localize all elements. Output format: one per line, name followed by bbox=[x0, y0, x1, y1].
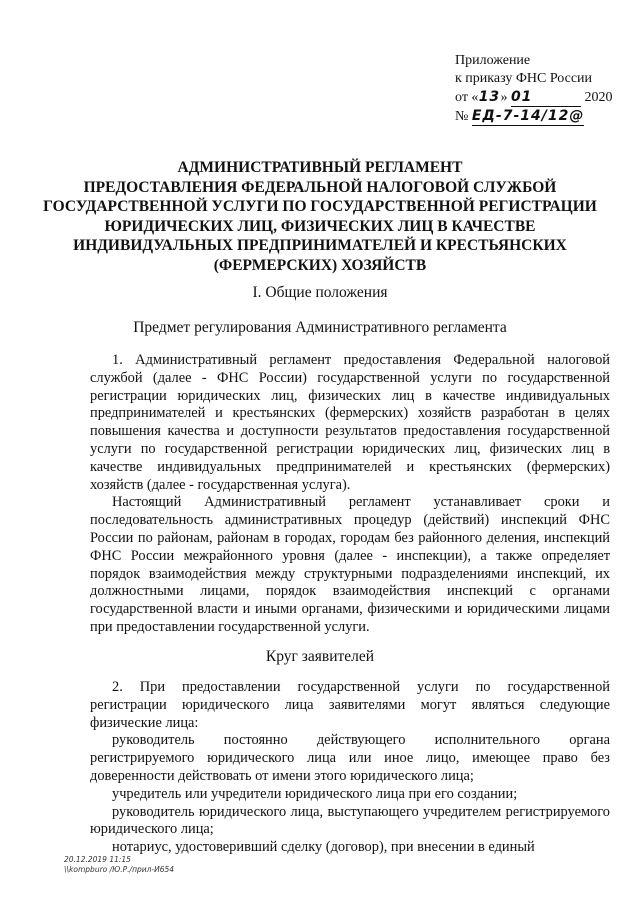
footer-file-path: \\kompburo /Ю.Р./прил-И654 bbox=[64, 865, 175, 874]
section-body-general bbox=[90, 352, 610, 637]
paragraph: Настоящий Административный регламент устанавливает сроки и последовательность административных процедур (действий) инспекций ФНС России по районам, районам в городах, городам без районного деления, инспекций ФНС России межрайонного уровня (далее - инспекции), а также определяет порядок взаимодействия между структурными подразделениями инспекций, их должностными лицами, порядок взаимодействия инспекций с органами государственной власти и иными органами, физическими и юридическими лицами при предоставлении государственной услуги. bbox=[90, 494, 610, 635]
annex-month-handwritten: 01 bbox=[511, 88, 581, 107]
paragraph: учредитель или учредители юридического лица при его создании; bbox=[112, 785, 518, 802]
section-heading-general: I. Общие положения bbox=[252, 284, 388, 301]
annex-number-prefix: № bbox=[455, 109, 469, 124]
paragraph: руководитель юридического лица, выступающего учредителем регистрируемого юридического лица; bbox=[90, 803, 610, 838]
paragraph: руководитель постоянно действующего исполнительного органа регистрируемого юридического лица или иное лицо, имеющее право без доверенности действовать от имени этого юридического лица; bbox=[90, 732, 610, 784]
annex-number-handwritten: ЕД-7-14/12@ bbox=[471, 108, 585, 124]
document-title bbox=[40, 158, 600, 275]
annex-date-prefix: от « bbox=[455, 90, 479, 105]
section-heading-applicants: Круг заявителей bbox=[265, 648, 375, 665]
annex-order-ref: к приказу ФНС России bbox=[455, 71, 593, 86]
title-line-3: ГОСУДАРСТВЕННОЙ УСЛУГИ ПО ГОСУДАРСТВЕННОЙ РЕГИСТРАЦИИ bbox=[43, 198, 597, 215]
annex-quote-close: » bbox=[500, 90, 508, 105]
paragraph: нотариус, удостоверивший сделку (договор), при внесении в единый bbox=[112, 839, 535, 856]
annex-number-line bbox=[455, 107, 630, 126]
annex-year: 2020 bbox=[584, 90, 613, 105]
annex-date-line bbox=[455, 88, 630, 107]
section-body-applicants bbox=[90, 679, 610, 857]
subheading-regulation-subject: Предмет регулирования Административного регламента bbox=[133, 319, 507, 336]
title-line-5: ИНДИВИДУАЛЬНЫХ ПРЕДПРИНИМАТЕЛЕЙ И КРЕСТЬЯНСКИХ bbox=[73, 237, 567, 254]
paragraph: 2. При предоставлении государственной услуги по государственной регистрации юридического лица заявителями могут являться следующие физические лица: bbox=[90, 679, 610, 731]
annex-block bbox=[455, 52, 630, 126]
title-line-1: АДМИНИСТРАТИВНЫЙ РЕГЛАМЕНТ bbox=[177, 159, 463, 176]
annex-day-handwritten: 13 bbox=[478, 89, 501, 105]
title-line-6: (ФЕРМЕРСКИХ) ХОЗЯЙСТВ bbox=[213, 256, 427, 274]
title-line-4: ЮРИДИЧЕСКИХ ЛИЦ, ФИЗИЧЕСКИХ ЛИЦ В КАЧЕСТВЕ bbox=[104, 217, 536, 235]
paragraph: 1. Административный регламент предоставления Федеральной налоговой службой (далее - ФНС России) государственной услуги по государственной регистрации юридических лиц, физических лиц в качестве индивидуальных предпринимателей и крестьянских (фермерских) хозяйств разработан в целях повышения качества и доступности результатов предоставления государственной услуги по государственной регистрации юридических лиц, физических лиц в качестве индивидуальных предпринимателей и крестьянских (фермерских) хозяйств (далее - государственная услуга). bbox=[90, 352, 610, 493]
annex-title: Приложение bbox=[455, 53, 531, 68]
print-footer bbox=[64, 855, 174, 875]
footer-timestamp: 20.12.2019 11:15 bbox=[64, 855, 131, 864]
title-line-2: ПРЕДОСТАВЛЕНИЯ ФЕДЕРАЛЬНОЙ НАЛОГОВОЙ СЛУЖБОЙ bbox=[83, 178, 557, 196]
